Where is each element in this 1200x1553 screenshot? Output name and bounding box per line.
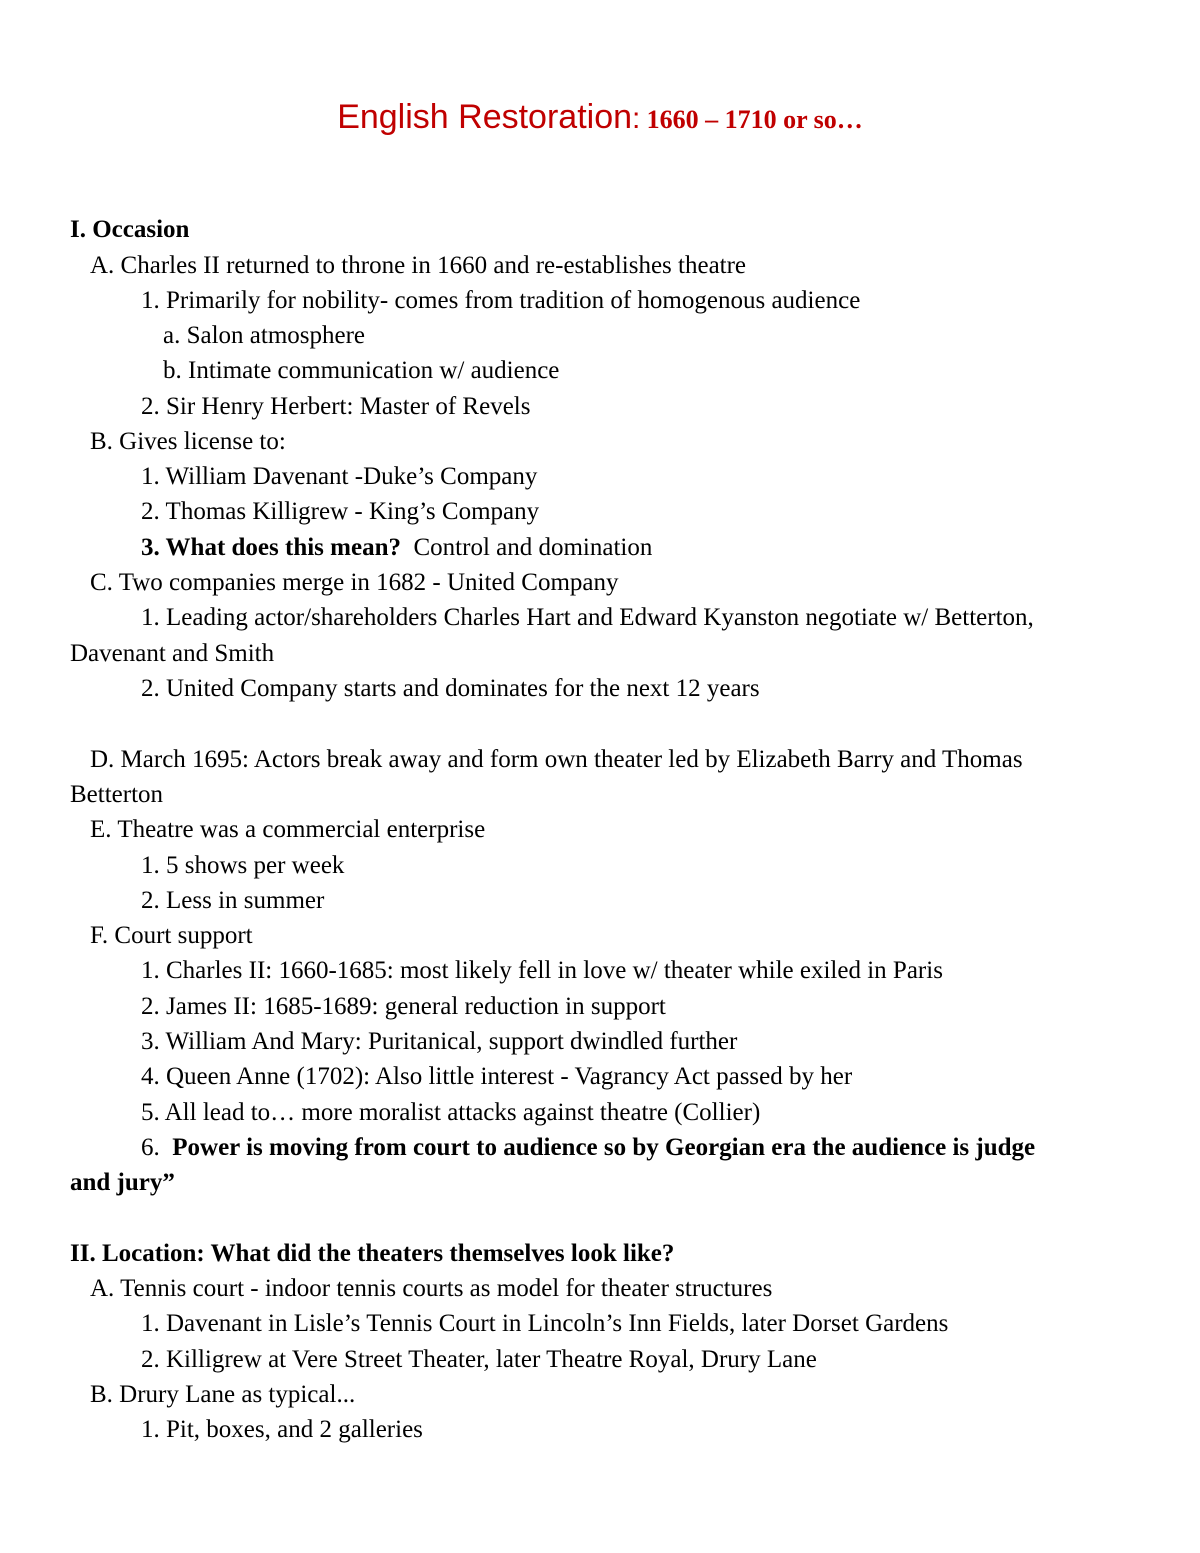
title-colon: :: [632, 102, 641, 135]
outline-item-b1: 1. William Davenant -Duke’s Company: [141, 463, 538, 490]
outline-item-b: B. Gives license to:: [90, 428, 286, 455]
outline-item-b3-question: 3. What does this mean?: [141, 534, 401, 561]
outline-item-ii-a2: 2. Killigrew at Vere Street Theater, later Theatre Royal, Drury Lane: [141, 1346, 817, 1373]
outline-item-d: D. March 1695: Actors break away and form own theater led by Elizabeth Barry and Thomas: [90, 746, 1023, 773]
outline-item-ii-b1: 1. Pit, boxes, and 2 galleries: [141, 1416, 423, 1443]
outline-item-a: A. Charles II returned to throne in 1660 and re-establishes theatre: [90, 252, 747, 279]
outline-item-c: C. Two companies merge in 1682 - United Company: [90, 569, 619, 596]
outline-item-c2: 2. United Company starts and dominates for the next 12 years: [141, 675, 760, 702]
page-title: [0, 98, 1200, 137]
outline-item-b2: 2. Thomas Killigrew - King’s Company: [141, 498, 540, 525]
outline-item-a1a: a. Salon atmosphere: [163, 322, 366, 349]
outline-item-ii-a1: 1. Davenant in Lisle’s Tennis Court in Lincoln’s Inn Fields, later Dorset Gardens: [141, 1310, 949, 1337]
outline-item-c1: 1. Leading actor/shareholders Charles Hart and Edward Kyanston negotiate w/ Betterton,: [141, 604, 1034, 631]
outline-item-b3-answer: Control and domination: [413, 534, 653, 561]
outline-item-f2: 2. James II: 1685-1689: general reduction in support: [141, 993, 666, 1020]
outline-item-ii-b: B. Drury Lane as typical...: [90, 1381, 356, 1408]
outline-item-f6: [141, 1130, 1035, 1165]
outline-item-f6-text: Power is moving from court to audience so by Georgian era the audience is judge: [172, 1134, 1036, 1161]
outline-item-f1: 1. Charles II: 1660-1685: most likely fell in love w/ theater while exiled in Paris: [141, 957, 943, 984]
outline-item-a1: 1. Primarily for nobility- comes from tradition of homogenous audience: [141, 287, 861, 314]
section-heading-occasion: I. Occasion: [70, 216, 190, 243]
outline-item-f5: 5. All lead to… more moralist attacks against theatre (Collier): [141, 1099, 761, 1126]
section-heading-location: II. Location: What did the theaters themselves look like?: [70, 1240, 675, 1267]
outline-item-e: E. Theatre was a commercial enterprise: [90, 816, 486, 843]
title-main: English Restoration: [337, 98, 633, 136]
outline-item-f6-continued: and jury”: [70, 1169, 175, 1196]
outline-item-e1: 1. 5 shows per week: [141, 852, 345, 879]
outline-item-f6-number: 6.: [141, 1134, 160, 1161]
outline-item-b3: [141, 530, 652, 565]
outline-item-e2: 2. Less in summer: [141, 887, 325, 914]
outline-item-f3: 3. William And Mary: Puritanical, support dwindled further: [141, 1028, 738, 1055]
outline-item-ii-a: A. Tennis court - indoor tennis courts as model for theater structures: [90, 1275, 773, 1302]
outline-item-a2: 2. Sir Henry Herbert: Master of Revels: [141, 393, 531, 420]
title-dates: 1660 – 1710 or so…: [646, 105, 863, 134]
outline-item-f4: 4. Queen Anne (1702): Also little interest - Vagrancy Act passed by her: [141, 1063, 853, 1090]
outline-item-a1b: b. Intimate communication w/ audience: [163, 357, 560, 384]
outline-item-f: F. Court support: [90, 922, 253, 949]
outline-item-c1-continued: Davenant and Smith: [70, 640, 275, 667]
outline-item-d-continued: Betterton: [70, 781, 164, 808]
